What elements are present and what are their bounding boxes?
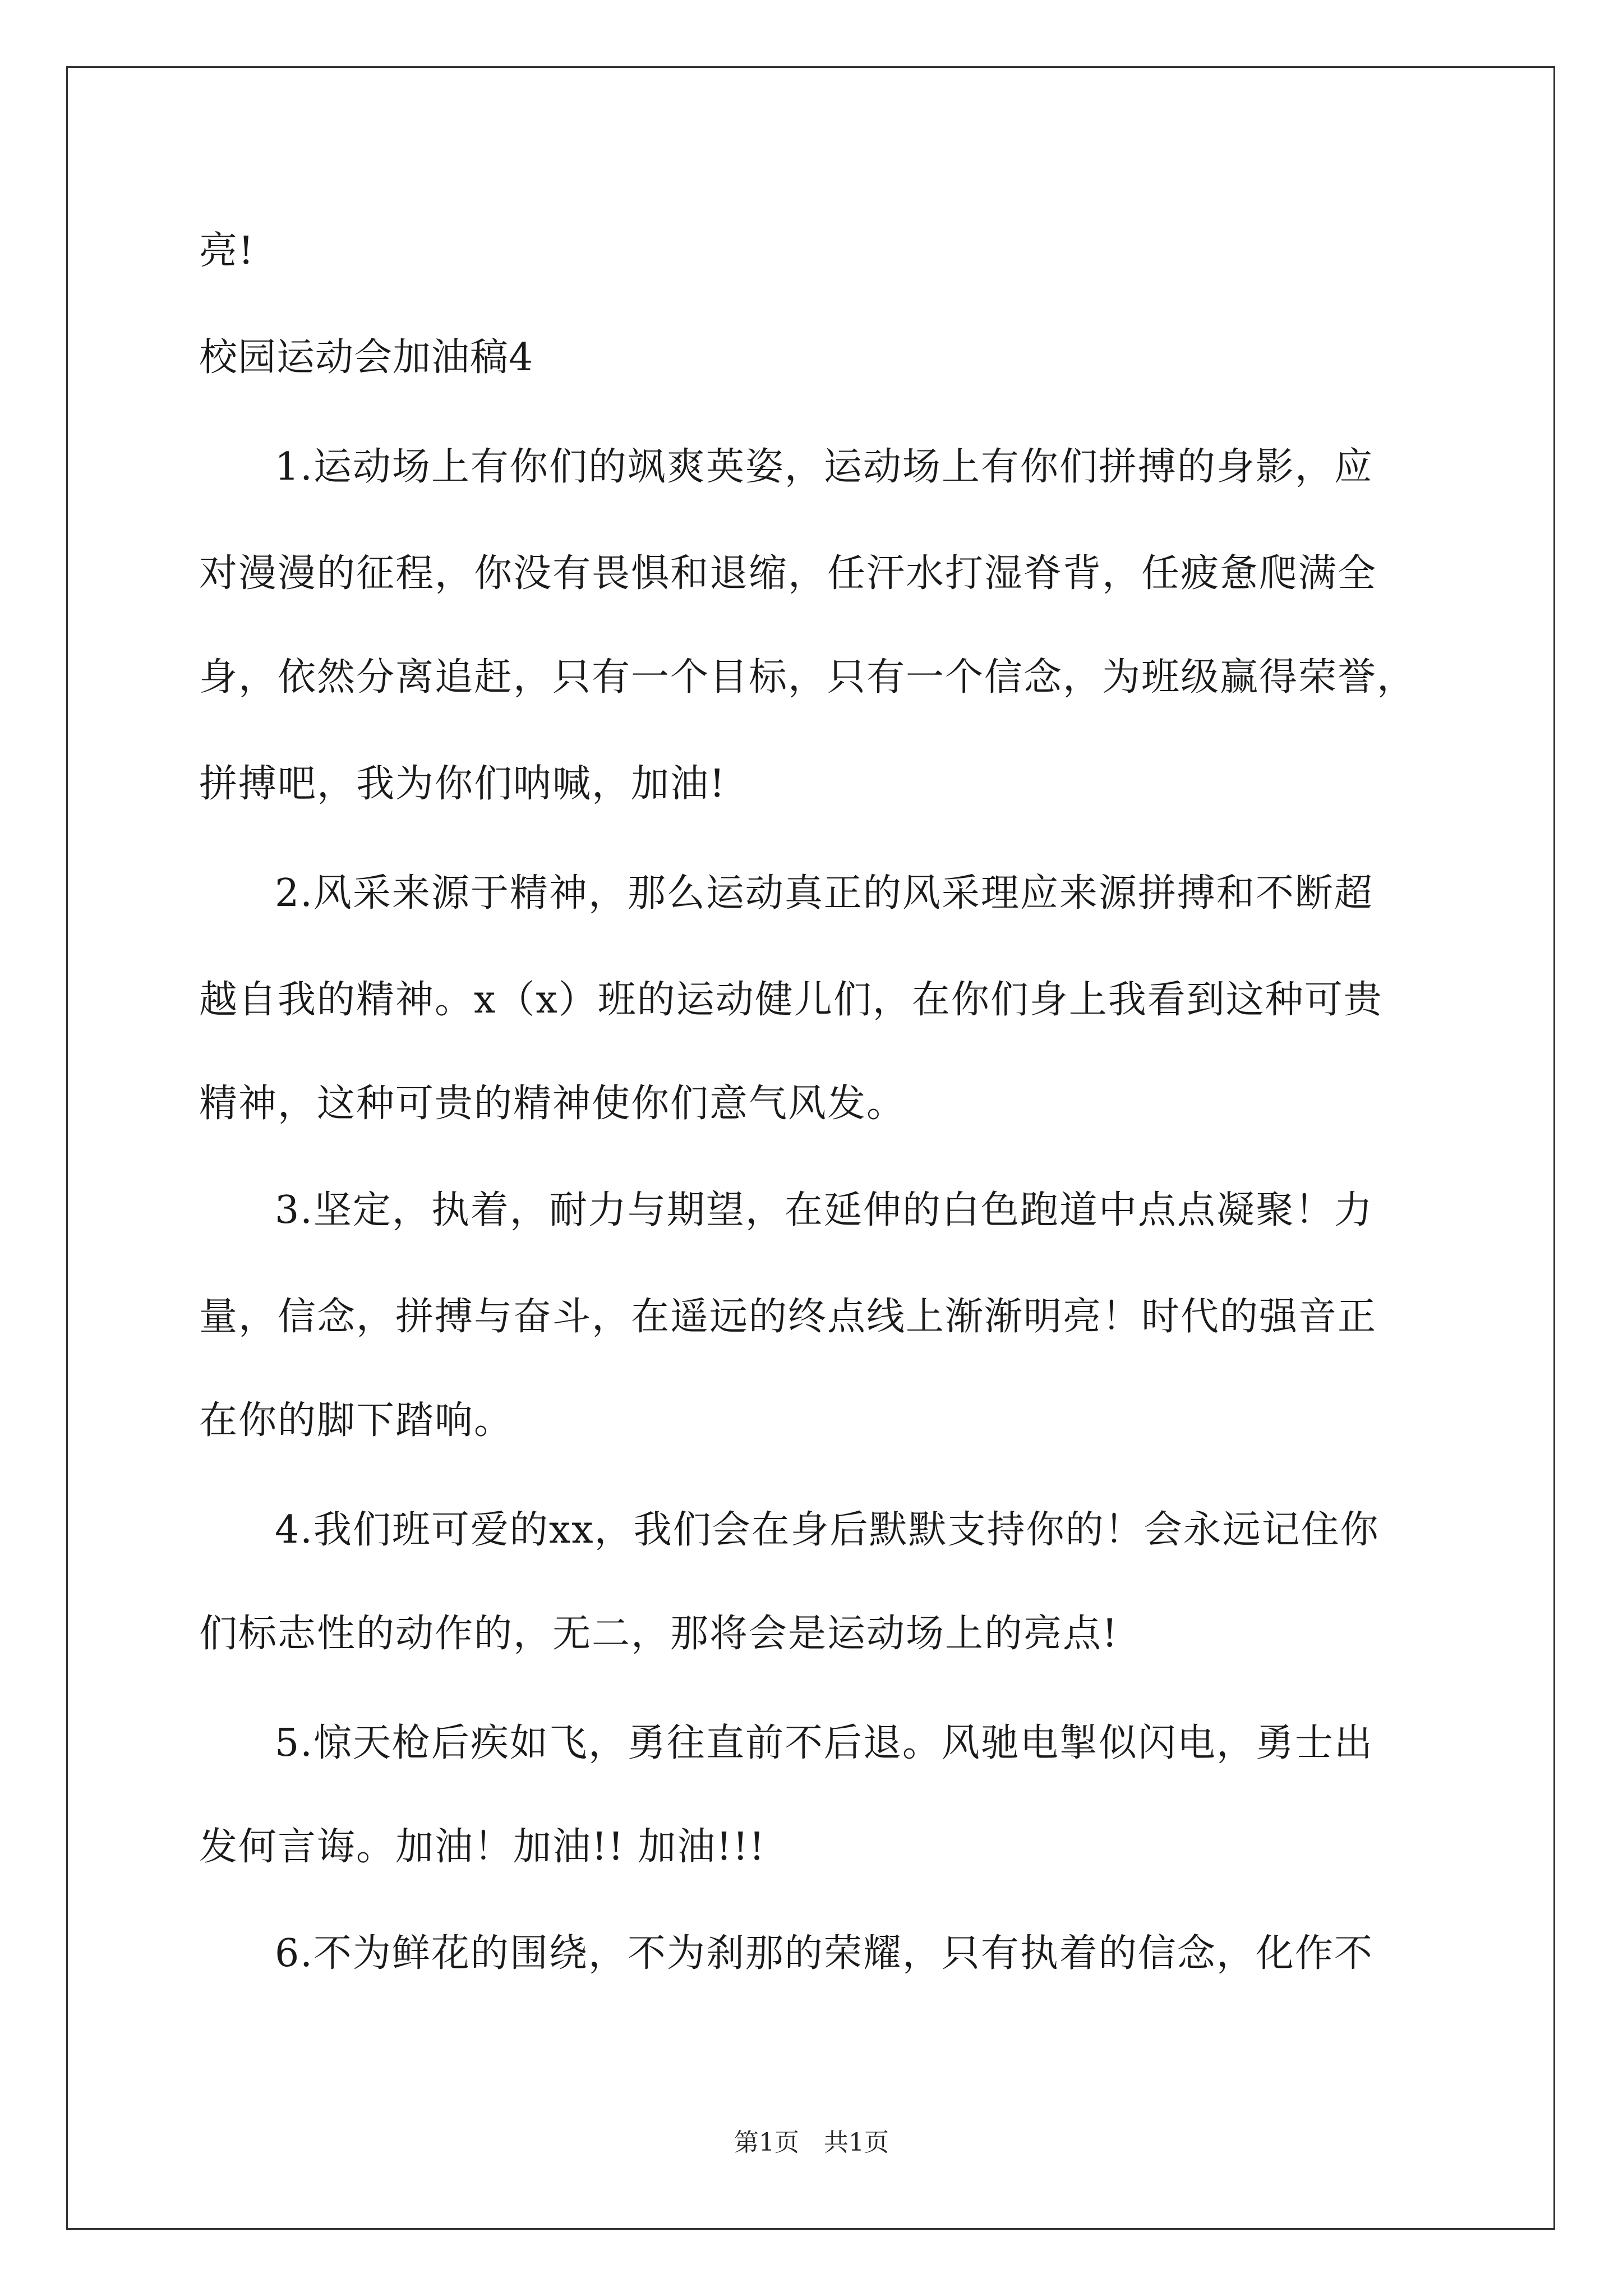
page-number-footer: 第1页 共1页: [734, 2128, 889, 2157]
paragraph-line: 4.我们班可爱的xx，我们会在身后默默支持你的！会永远记住你: [275, 1508, 1380, 1552]
paragraph-line: 身，依然分离追赶，只有一个目标，只有一个信念，为班级赢得荣誉，: [199, 655, 1417, 700]
paragraph-line: 1.运动场上有你们的飒爽英姿，运动场上有你们拼搏的身影，应: [275, 445, 1373, 489]
paragraph-line: 2.风采来源于精神，那么运动真正的风采理应来源拼搏和不断超: [275, 871, 1373, 915]
paragraph-line: 量，信念，拼搏与奋斗，在遥远的终点线上渐渐明亮！时代的强音正: [199, 1295, 1377, 1339]
paragraph-line: 对漫漫的征程，你没有畏惧和退缩，任汗水打湿脊背，任疲惫爬满全: [199, 551, 1377, 596]
paragraph-line: 5.惊天枪后疾如飞，勇往直前不后退。风驰电掣似闪电，勇士出: [275, 1721, 1373, 1765]
carryover-text: 亮!: [199, 229, 255, 273]
paragraph-line: 精神，这种可贵的精神使你们意气风发。: [199, 1082, 906, 1126]
paragraph-line: 3.坚定，执着，耐力与期望，在延伸的白色跑道中点点凝聚！力: [275, 1188, 1373, 1232]
section-heading: 校园运动会加油稿4: [199, 335, 534, 380]
paragraph-line: 6.不为鲜花的围绕，不为刹那的荣耀，只有执着的信念，化作不: [275, 1931, 1373, 1976]
page-border: [66, 66, 1555, 2230]
paragraph-line: 们标志性的动作的，无二，那将会是运动场上的亮点!: [199, 1612, 1119, 1656]
paragraph-line: 拼搏吧，我为你们呐喊，加油!: [199, 762, 726, 806]
paragraph-line: 发何言诲。加油！加油!! 加油!!!: [199, 1825, 766, 1869]
paragraph-line: 在你的脚下踏响。: [199, 1398, 514, 1443]
paragraph-line: 越自我的精神。x（x）班的运动健儿们，在你们身上我看到这种可贵: [199, 978, 1383, 1022]
